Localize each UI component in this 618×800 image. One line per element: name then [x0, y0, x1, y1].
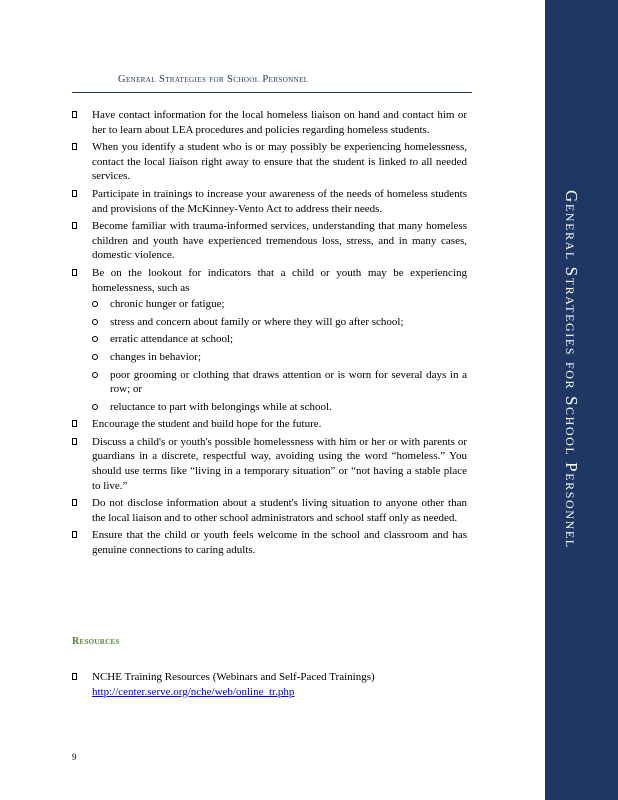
square-bullet-icon [72, 111, 77, 118]
square-bullet-icon [72, 420, 77, 427]
sub-list-item: stress and concern about family or where they will go after school; [92, 315, 467, 330]
circle-bullet-icon [92, 319, 98, 325]
sub-list-item: poor grooming or clothing that draws attention or is worn for several days in a row; or [92, 368, 467, 397]
list-item: Participate in trainings to increase your awareness of the needs of homeless students and provisions of the McKinney-Vento Act to address their needs. [72, 187, 467, 216]
resource-item [72, 670, 467, 699]
list-item: Become familiar with trauma-informed services, understanding that many homeless children and youth have experienced tremendous loss, stress, and in many cases, domestic violence. [72, 219, 467, 263]
circle-bullet-icon [92, 301, 98, 307]
list-item: Ensure that the child or youth feels welcome in the school and classroom and has genuine connections to caring adults. [72, 528, 467, 557]
resources-heading: Resources [72, 636, 120, 647]
list-item: Do not disclose information about a student's living situation to anyone other than the local liaison and to other school administrators and school staff only as needed. [72, 496, 467, 525]
resource-text: NCHE Training Resources (Webinars and Self-Paced Trainings) [92, 671, 375, 683]
square-bullet-icon [72, 269, 77, 276]
resource-link[interactable]: http://center.serve.org/nche/web/online_tr.php [92, 685, 295, 698]
circle-bullet-icon [92, 404, 98, 410]
list-item: Be on the lookout for indicators that a child or youth may be experiencing homelessness, such as chronic hunger or fatigue; stress and concern about family or where they will go after school; erratic attendance at school; changes in behavior; poor grooming or clothing that draws attention or is worn for several days in a row; or reluctance to part with belongings while at school. [72, 266, 467, 414]
sub-list-item: changes in behavior; [92, 350, 467, 365]
page-number: 9 [72, 752, 77, 762]
square-bullet-icon [72, 499, 77, 506]
sidebar-band [545, 0, 618, 800]
square-bullet-icon [72, 222, 77, 229]
square-bullet-icon [72, 438, 77, 445]
circle-bullet-icon [92, 336, 98, 342]
circle-bullet-icon [92, 354, 98, 360]
list-item: Discuss a child's or youth's possible homelessness with him or her or with parents or guardians in a discrete, respectful way, avoiding using the word “homeless.” You should use terms like “living in a temporary situation” or “not having a stable place to live.” [72, 435, 467, 493]
square-bullet-icon [72, 673, 77, 680]
section-heading: General Strategies for School Personnel [118, 74, 309, 85]
list-item: Encourage the student and build hope for the future. [72, 417, 467, 432]
heading-underline [72, 92, 472, 93]
sub-list-item: chronic hunger or fatigue; [92, 297, 467, 312]
square-bullet-icon [72, 190, 77, 197]
list-item: Have contact information for the local homeless liaison on hand and contact him or her to learn about LEA procedures and policies regarding homeless students. [72, 108, 467, 137]
indicator-list [92, 297, 467, 414]
sub-list-item: erratic attendance at school; [92, 332, 467, 347]
sub-list-item: reluctance to part with belongings while at school. [92, 400, 467, 415]
list-item: When you identify a student who is or may possibly be experiencing homelessness, contact the local liaison right away to ensure that the student is linked to all needed services. [72, 140, 467, 184]
square-bullet-icon [72, 143, 77, 150]
sidebar-title: General Strategies for School Personnel [562, 190, 581, 549]
strategy-list [72, 108, 467, 561]
circle-bullet-icon [92, 372, 98, 378]
square-bullet-icon [72, 531, 77, 538]
